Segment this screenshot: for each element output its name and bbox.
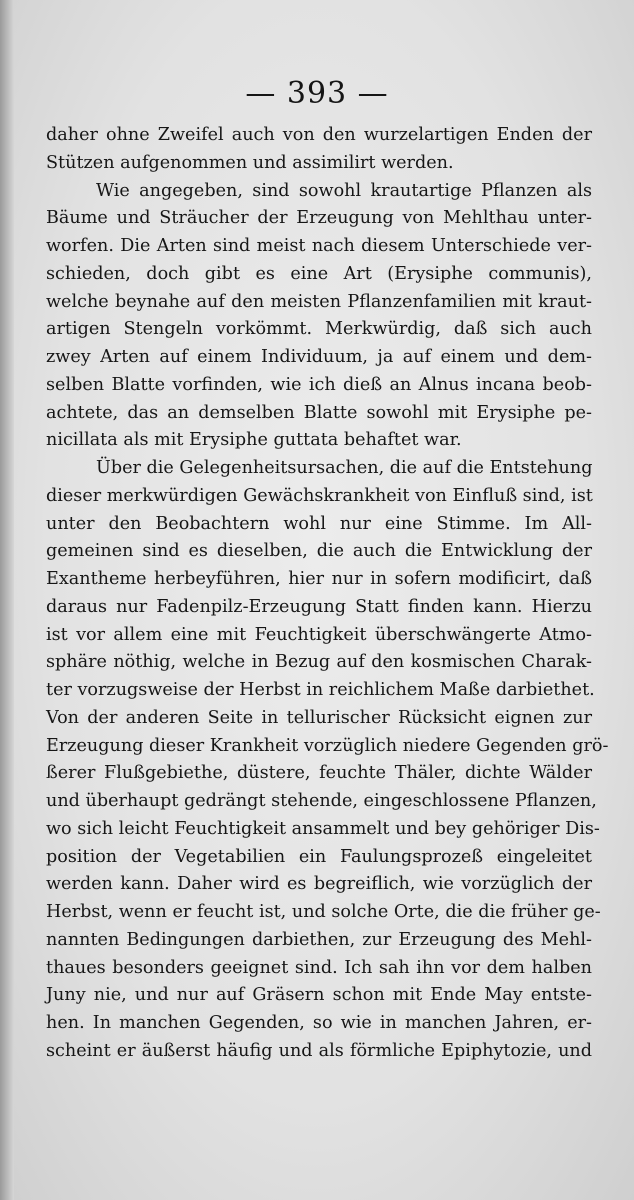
text-line: worfen. Die Arten sind meist nach diesem Unterschiede ver- xyxy=(46,236,592,256)
text-line: welche beynahe auf den meisten Pflanzenfamilien mit kraut- xyxy=(46,291,592,312)
text-line: Exantheme herbeyführen, hier nur in sofern modificirt, daß xyxy=(46,569,592,589)
text-line: hen. In manchen Gegenden, so wie in manchen Jahren, er- xyxy=(46,1013,592,1033)
text-line: ter vorzugsweise der Herbst in reichlichem Maße darbiethet. xyxy=(46,680,595,700)
text-line: unter den Beobachtern wohl nur eine Stimme. Im All- xyxy=(46,513,592,534)
text-line: ßerer Flußgebiethe, düstere, feuchte Thäler, dichte Wälder xyxy=(46,763,592,784)
text-line: wo sich leicht Feuchtigkeit ansammelt und bey gehöriger Dis- xyxy=(46,818,600,839)
text-line: nicillata als mit Erysiphe guttata behaftet war. xyxy=(46,430,462,451)
text-line: artigen Stengeln vorkömmt. Merkwürdig, daß sich auch xyxy=(46,319,592,340)
text-line: position der Vegetabilien ein Faulungsprozeß eingeleitet xyxy=(46,846,592,867)
text-line: Über die Gelegenheitsursachen, die auf die Entstehung xyxy=(96,458,593,478)
body-text xyxy=(46,122,609,1066)
text-line: schieden, doch gibt es eine Art (Erysiphe communis), xyxy=(46,263,592,284)
text-line: nannten Bedingungen darbiethen, zur Erzeugung des Mehl- xyxy=(46,929,592,950)
text-line: und überhaupt gedrängt stehende, eingeschlossene Pflanzen, xyxy=(46,791,597,811)
page-binding-edge xyxy=(0,0,14,1200)
text-line: Erzeugung dieser Krankheit vorzüglich niedere Gegenden grö- xyxy=(46,735,609,756)
text-line: selben Blatte vorfinden, wie ich dieß an Alnus incana beob- xyxy=(46,374,592,395)
page-number: — 393 — xyxy=(245,76,389,111)
text-line: Bäume und Sträucher der Erzeugung von Mehlthau unter- xyxy=(46,208,592,229)
text-line: Juny nie, und nur auf Gräsern schon mit Ende May entste- xyxy=(46,985,592,1006)
text-line: daraus nur Fadenpilz-Erzeugung Statt finden kann. Hierzu xyxy=(46,596,592,617)
text-line: daher ohne Zweifel auch von den wurzelartigen Enden der xyxy=(46,125,592,145)
text-line: scheint er äußerst häufig und als förmliche Epiphytozie, und xyxy=(46,1040,592,1061)
text-line: Wie angegeben, sind sowohl krautartige Pflanzen als xyxy=(96,180,592,201)
text-line: sphäre nöthig, welche in Bezug auf den kosmischen Charak- xyxy=(46,652,592,673)
text-line: dieser merkwürdigen Gewächskrankheit von Einfluß sind, ist xyxy=(46,485,593,506)
text-line: werden kann. Daher wird es begreiflich, wie vorzüglich der xyxy=(46,874,592,895)
text-line: achtete, das an demselben Blatte sowohl mit Erysiphe pe- xyxy=(46,402,592,423)
text-line: zwey Arten auf einem Individuum, ja auf einem und dem- xyxy=(46,347,592,367)
text-line: thaues besonders geeignet sind. Ich sah ihn vor dem halben xyxy=(46,957,592,978)
text-line: gemeinen sind es dieselben, die auch die Entwicklung der xyxy=(46,541,592,562)
text-line: ist vor allem eine mit Feuchtigkeit überschwängerte Atmo- xyxy=(46,624,592,645)
text-line: Stützen aufgenommen und assimilirt werden. xyxy=(46,152,454,173)
text-line: Herbst, wenn er feucht ist, und solche Orte, die die früher ge- xyxy=(46,902,601,922)
text-line: Von der anderen Seite in tellurischer Rücksicht eignen zur xyxy=(46,707,592,728)
